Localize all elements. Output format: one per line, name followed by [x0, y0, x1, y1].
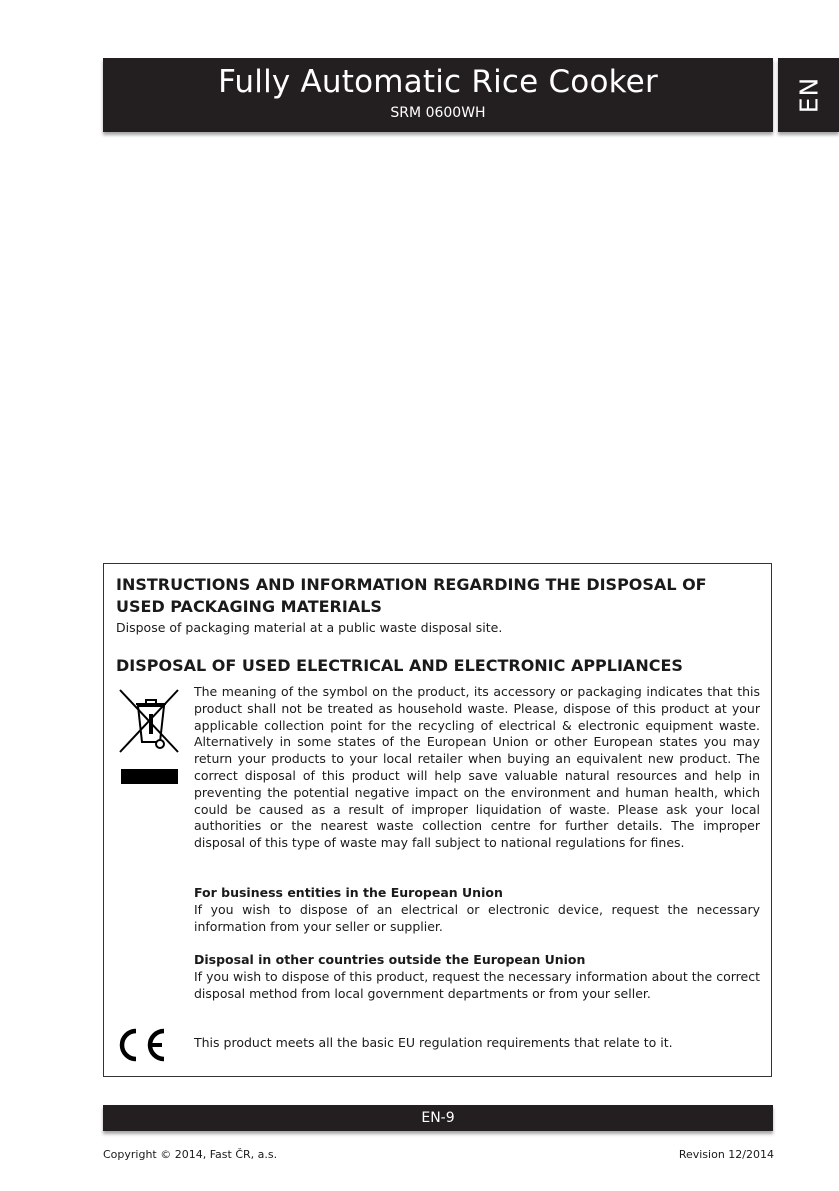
weee-black-bar — [121, 769, 178, 784]
crossed-out-wheeled-bin-icon — [116, 686, 182, 756]
model-number: SRM 0600WH — [390, 105, 486, 121]
packaging-heading: INSTRUCTIONS AND INFORMATION REGARDING THE DISPOSAL OF USED PACKAGING MATERIALS — [116, 575, 707, 616]
page-title: Fully Automatic Rice Cooker — [218, 64, 658, 100]
electrical-text: The meaning of the symbol on the product, its accessory or packaging indicates that this product shall not be treated as household waste. Please, dispose of this product at your applicable collection point for the recycling of electrical & electronic equipment waste. Alternatively in some states of the European Union or other European states you may return your products to your local retailer when buying an equivalent new product. The correct disposal of this product will help save valuable natural resources and help in preventing the potential negative impact on the environment and human health, which could be caused as a result of improper liquidation of waste. Please ask your local authorities or the nearest waste collection centre for further details. The improper disposal of this type of waste may fall subject to national regulations for fines. — [194, 684, 760, 851]
outside-eu-text: If you wish to dispose of this product, request the necessary information about the correct disposal method from local government departments or from your seller. — [194, 968, 760, 1001]
revision: Revision 12/2014 — [678, 1148, 774, 1161]
ce-text: This product meets all the basic EU regulation requirements that relate to it. — [194, 1035, 673, 1050]
business-heading: For business entities in the European Union — [194, 885, 503, 900]
business-section — [194, 885, 760, 935]
business-text: If you wish to dispose of an electrical or electronic device, request the necessary information from your seller or supplier. — [194, 901, 760, 934]
outside-eu-heading: Disposal in other countries outside the European Union — [194, 952, 586, 967]
language-tab — [778, 58, 839, 132]
page-number: EN-9 — [421, 1110, 455, 1126]
language-label: EN — [794, 76, 823, 114]
electrical-heading: DISPOSAL OF USED ELECTRICAL AND ELECTRONIC APPLIANCES — [116, 656, 683, 675]
outside-eu-section — [194, 952, 760, 1002]
packaging-text: Dispose of packaging material at a public waste disposal site. — [116, 620, 503, 635]
disposal-info-box — [103, 563, 772, 1077]
page-number-bar — [103, 1105, 773, 1131]
ce-mark-icon — [116, 1026, 168, 1064]
title-banner — [103, 58, 773, 132]
copyright: Copyright © 2014, Fast ČR, a.s. — [103, 1148, 278, 1161]
